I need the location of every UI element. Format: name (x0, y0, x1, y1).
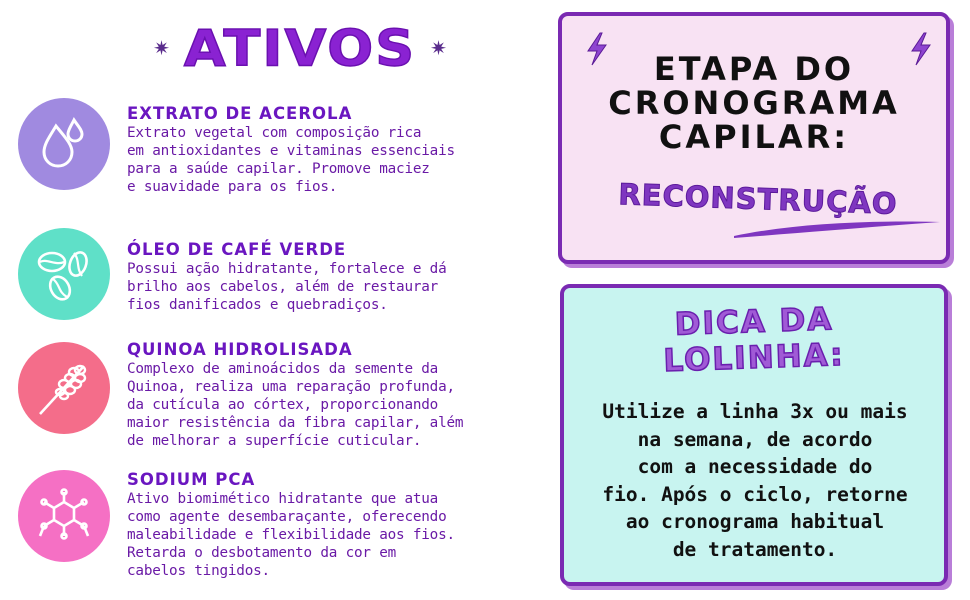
active-icon-circle (18, 98, 110, 190)
stage-heading: ETAPA DO CRONOGRAMA CAPILAR: (608, 50, 900, 156)
quinoa-plant-icon (36, 360, 92, 416)
tip-card (560, 284, 948, 586)
stage-card (558, 12, 950, 264)
active-icon-circle (18, 342, 110, 434)
active-title: SODIUM PCA (127, 470, 256, 489)
coffee-beans-icon (36, 246, 92, 302)
sparkle-icon: ✷ (153, 36, 170, 60)
molecule-icon (36, 488, 92, 544)
stage-name: RECONSTRUÇÃO (617, 177, 899, 221)
active-title: ÓLEO DE CAFÉ VERDE (127, 240, 347, 259)
tip-text: Utilize a linha 3x ou mais na semana, de acordo com a necessidade do fio. Após o ciclo, retorne ao cronograma habitual de tratamento. (602, 400, 908, 561)
active-description: Possui ação hidratante, fortalece e dá brilho aos cabelos, além de restaurar fios danificados e quebradiços. (127, 261, 447, 313)
active-icon-circle (18, 228, 110, 320)
active-title: EXTRATO DE ACEROLA (127, 104, 353, 123)
tip-heading: DICA DA LOLINHA: (662, 301, 846, 380)
page-title: ATIVOS (183, 19, 417, 77)
water-drops-icon (36, 116, 92, 172)
active-description: Ativo biomimético hidratante que atua como agente desembaraçante, oferecendo maleabilidade e flexibilidade aos fios. Retarda o desbotamento da cor em cabelos tingidos. (127, 491, 455, 579)
sparkle-icon: ✷ (430, 36, 447, 60)
active-description: Complexo de aminoácidos da semente da Quinoa, realiza uma reparação profunda, da cutícula ao córtex, proporcionando maior resistência da fibra capilar, além de melhorar a superfície cuticular. (127, 361, 464, 449)
active-title: QUINOA HIDROLISADA (127, 340, 353, 359)
active-description: Extrato vegetal com composição rica em antioxidantes e vitaminas essenciais para a saúde capilar. Promove maciez e suavidade para os fios. (127, 125, 455, 195)
underline-swoosh (732, 216, 942, 240)
active-icon-circle (18, 470, 110, 562)
title-row (140, 18, 460, 78)
